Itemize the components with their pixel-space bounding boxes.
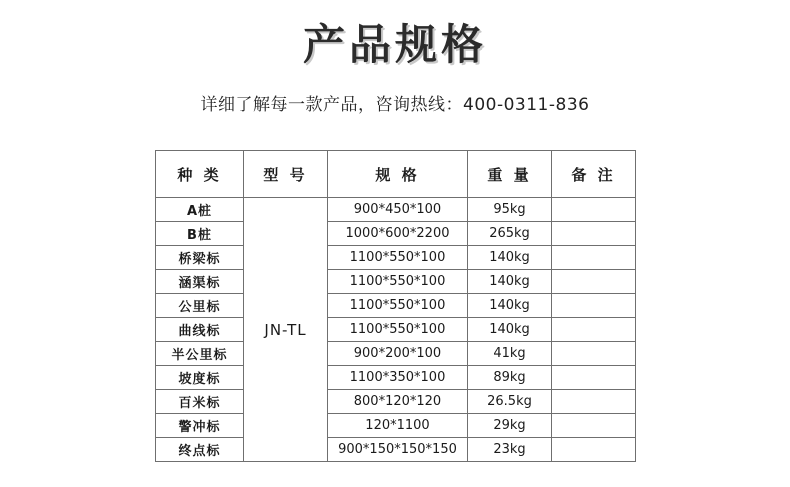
table-header bbox=[156, 151, 636, 198]
table-row bbox=[156, 390, 636, 414]
cell-note bbox=[552, 222, 636, 246]
cell-note bbox=[552, 438, 636, 462]
cell-note bbox=[552, 366, 636, 390]
cell-weight: 23kg bbox=[468, 438, 552, 462]
table-row bbox=[156, 342, 636, 366]
cell-spec: 1000*600*2200 bbox=[328, 222, 468, 246]
cell-spec: 1100*550*100 bbox=[328, 294, 468, 318]
cell-spec: 900*200*100 bbox=[328, 342, 468, 366]
column-header-spec: 规 格 bbox=[328, 151, 468, 198]
cell-kind: 终点标 bbox=[156, 438, 244, 462]
cell-weight: 26.5kg bbox=[468, 390, 552, 414]
table-row bbox=[156, 294, 636, 318]
product-spec-page bbox=[0, 22, 790, 487]
cell-kind: 涵渠标 bbox=[156, 270, 244, 294]
cell-kind: 曲线标 bbox=[156, 318, 244, 342]
cell-note bbox=[552, 390, 636, 414]
cell-kind: A桩 bbox=[156, 198, 244, 222]
cell-kind: 桥梁标 bbox=[156, 246, 244, 270]
cell-kind: 百米标 bbox=[156, 390, 244, 414]
cell-spec: 120*1100 bbox=[328, 414, 468, 438]
table-row bbox=[156, 270, 636, 294]
cell-note bbox=[552, 342, 636, 366]
cell-spec: 1100*550*100 bbox=[328, 246, 468, 270]
cell-spec: 1100*350*100 bbox=[328, 366, 468, 390]
cell-weight: 95kg bbox=[468, 198, 552, 222]
table-header-row bbox=[156, 151, 636, 198]
cell-note bbox=[552, 318, 636, 342]
cell-kind: 半公里标 bbox=[156, 342, 244, 366]
cell-model: JN-TL bbox=[244, 198, 328, 462]
cell-kind: 公里标 bbox=[156, 294, 244, 318]
table-row bbox=[156, 318, 636, 342]
column-header-note: 备 注 bbox=[552, 151, 636, 198]
cell-weight: 140kg bbox=[468, 294, 552, 318]
cell-weight: 140kg bbox=[468, 270, 552, 294]
spec-table bbox=[155, 150, 636, 462]
column-header-model: 型 号 bbox=[244, 151, 328, 198]
cell-spec: 1100*550*100 bbox=[328, 270, 468, 294]
cell-weight: 29kg bbox=[468, 414, 552, 438]
table-row bbox=[156, 222, 636, 246]
cell-kind: 坡度标 bbox=[156, 366, 244, 390]
column-header-kind: 种 类 bbox=[156, 151, 244, 198]
page-title: 产品规格 bbox=[302, 20, 487, 69]
cell-note bbox=[552, 246, 636, 270]
cell-spec: 800*120*120 bbox=[328, 390, 468, 414]
cell-spec: 900*450*100 bbox=[328, 198, 468, 222]
cell-weight: 265kg bbox=[468, 222, 552, 246]
table-row bbox=[156, 198, 636, 222]
table-row bbox=[156, 414, 636, 438]
spec-table-container bbox=[155, 150, 635, 462]
table-body bbox=[156, 198, 636, 462]
cell-note bbox=[552, 414, 636, 438]
cell-note bbox=[552, 198, 636, 222]
cell-weight: 140kg bbox=[468, 318, 552, 342]
column-header-weight: 重 量 bbox=[468, 151, 552, 198]
table-row bbox=[156, 366, 636, 390]
cell-weight: 41kg bbox=[468, 342, 552, 366]
page-subtitle: 详细了解每一款产品，咨询热线：400-0311-836 bbox=[200, 95, 590, 116]
table-row bbox=[156, 246, 636, 270]
cell-note bbox=[552, 270, 636, 294]
table-row bbox=[156, 438, 636, 462]
cell-weight: 89kg bbox=[468, 366, 552, 390]
cell-kind: 警冲标 bbox=[156, 414, 244, 438]
cell-note bbox=[552, 294, 636, 318]
cell-weight: 140kg bbox=[468, 246, 552, 270]
cell-spec: 900*150*150*150 bbox=[328, 438, 468, 462]
cell-spec: 1100*550*100 bbox=[328, 318, 468, 342]
cell-kind: B桩 bbox=[156, 222, 244, 246]
